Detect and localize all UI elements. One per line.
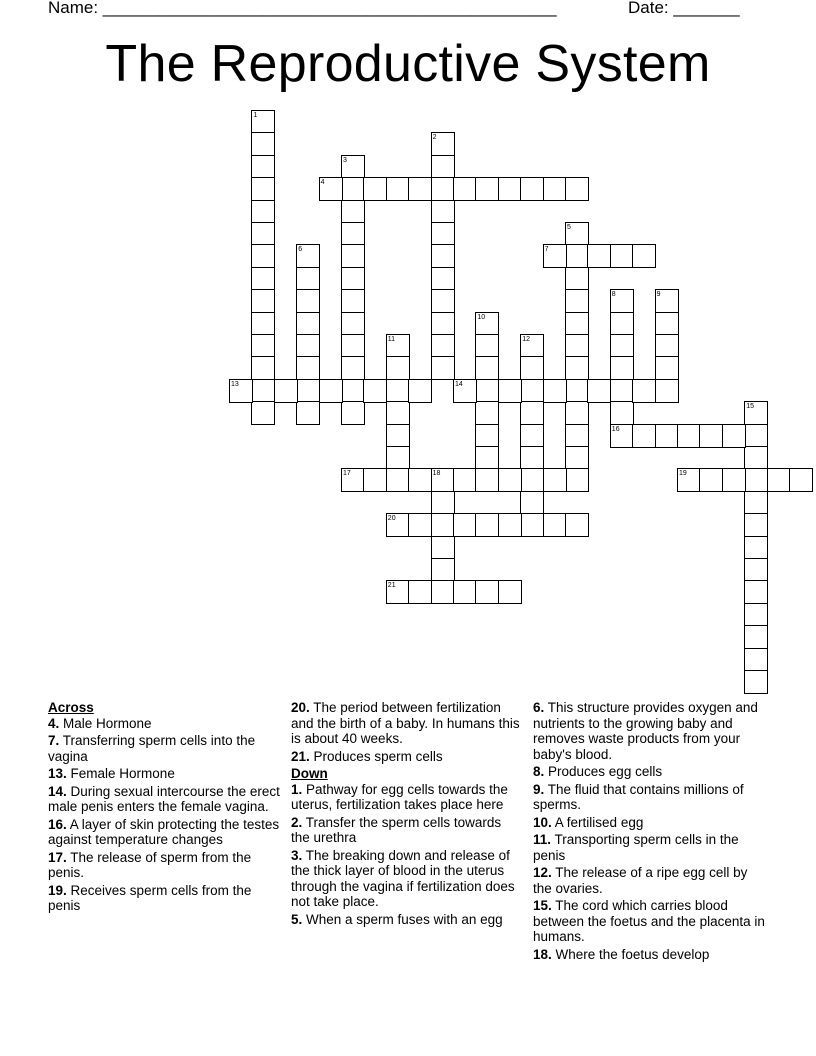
grid-cell[interactable]: [610, 334, 634, 358]
grid-cell[interactable]: [296, 267, 320, 291]
grid-cell[interactable]: [251, 267, 275, 291]
down-clue: [291, 848, 523, 910]
grid-cell[interactable]: [341, 334, 365, 358]
clue-number-label: 17: [343, 470, 351, 478]
grid-cell[interactable]: [453, 513, 477, 537]
grid-cell[interactable]: [251, 222, 275, 246]
clue-number: 12.: [533, 865, 552, 880]
grid-cell[interactable]: [296, 379, 320, 403]
across-clue: [48, 784, 280, 815]
grid-cell[interactable]: [744, 446, 768, 470]
clues-column-3: [533, 700, 765, 964]
clue-number-label: 21: [387, 582, 396, 590]
clue-text: Produces egg cells: [544, 764, 663, 779]
grid-cell[interactable]: [251, 132, 275, 156]
across-clue: [291, 749, 523, 765]
grid-cell[interactable]: [453, 177, 477, 201]
grid-cell[interactable]: [744, 513, 768, 537]
clue-text: Female Hormone: [66, 766, 175, 781]
grid-cell[interactable]: [431, 155, 455, 179]
page-title: The Reproductive System: [105, 35, 711, 93]
grid-cell[interactable]: [699, 424, 723, 448]
grid-cell[interactable]: [296, 312, 320, 336]
clue-text: A fertilised egg: [551, 814, 644, 830]
across-clue: [48, 850, 280, 881]
clue-text: The breaking down and release of the thick layer of blood in the uterus through the vagina if fertilization does not take place.: [291, 847, 515, 909]
grid-cell[interactable]: [475, 580, 499, 604]
clue-number-label: 9: [656, 291, 661, 299]
clue-text: Male Hormone: [59, 715, 152, 731]
grid-cell[interactable]: [341, 289, 365, 313]
grid-cell[interactable]: [655, 424, 679, 448]
grid-cell[interactable]: [744, 536, 768, 560]
grid-cell[interactable]: [431, 513, 455, 537]
grid-cell[interactable]: [744, 625, 768, 649]
grid-cell[interactable]: [543, 513, 567, 537]
clue-number: 19.: [48, 882, 67, 898]
down-clue: [533, 815, 765, 831]
clue-text: The fluid that contains millions of sperms.: [533, 781, 744, 812]
grid-cell[interactable]: [363, 468, 387, 492]
down-clue: [533, 700, 765, 762]
down-clue: [291, 815, 523, 846]
grid-cell[interactable]: [453, 468, 477, 492]
grid-cell[interactable]: [744, 603, 768, 627]
grid-cell[interactable]: [789, 468, 813, 492]
grid-cell[interactable]: [475, 401, 499, 425]
grid-cell[interactable]: [319, 379, 343, 403]
grid-cell[interactable]: [363, 177, 387, 201]
grid-cell[interactable]: [251, 244, 275, 268]
grid-cell[interactable]: [251, 289, 275, 313]
grid-cell[interactable]: [431, 558, 455, 582]
grid-cell[interactable]: [610, 312, 634, 336]
grid-cell[interactable]: [520, 513, 544, 537]
clue-text: Transfer the sperm cells towards the urethra: [291, 814, 502, 845]
grid-cell[interactable]: [296, 401, 320, 425]
grid-cell[interactable]: [475, 356, 499, 380]
grid-cell[interactable]: [520, 446, 544, 470]
grid-cell[interactable]: [408, 468, 432, 492]
clue-number-label: 6: [298, 246, 303, 254]
grid-cell[interactable]: [475, 424, 499, 448]
clue-number: 21.: [291, 748, 310, 764]
grid-cell[interactable]: [341, 244, 365, 268]
grid-cell[interactable]: [386, 424, 410, 448]
grid-cell[interactable]: [363, 379, 387, 403]
clue-number: 6.: [533, 700, 545, 715]
grid-cell[interactable]: [386, 177, 410, 201]
across-clue: [48, 766, 280, 782]
grid-cell[interactable]: [431, 267, 455, 291]
grid-cell[interactable]: [744, 580, 768, 604]
clue-text: The release of a ripe egg cell by the ovaries.: [533, 865, 748, 896]
grid-cell[interactable]: [408, 379, 432, 403]
grid-cell[interactable]: [587, 244, 611, 268]
grid-cell[interactable]: [251, 356, 275, 380]
clue-number: 8.: [533, 764, 545, 779]
grid-cell[interactable]: [565, 513, 589, 537]
grid-cell[interactable]: [655, 334, 679, 358]
grid-cell[interactable]: [655, 379, 679, 403]
grid-cell[interactable]: [408, 513, 432, 537]
grid-cell[interactable]: [699, 468, 723, 492]
grid-cell[interactable]: [431, 200, 455, 224]
grid-cell[interactable]: [520, 356, 544, 380]
grid-cell[interactable]: [431, 289, 455, 313]
grid-cell[interactable]: [655, 356, 679, 380]
clue-number: 14.: [48, 783, 67, 799]
grid-cell[interactable]: [565, 356, 589, 380]
across-heading: Across: [48, 700, 94, 715]
grid-cell[interactable]: [251, 200, 275, 224]
clue-text: Pathway for egg cells towards the uterus, fertilization takes place here: [291, 781, 508, 812]
clue-number-label: 15: [746, 403, 754, 411]
grid-cell[interactable]: [341, 379, 365, 403]
grid-cell[interactable]: [431, 312, 455, 336]
grid-cell[interactable]: [431, 356, 455, 380]
clue-number: 15.: [533, 898, 552, 913]
grid-cell[interactable]: [565, 177, 589, 201]
grid-cell[interactable]: [520, 491, 544, 515]
grid-cell[interactable]: [386, 468, 410, 492]
clue-number-label: 10: [477, 313, 486, 321]
grid-cell[interactable]: [722, 424, 746, 448]
across-clue: [48, 817, 280, 848]
down-clue: [533, 947, 765, 963]
grid-cell[interactable]: [543, 379, 567, 403]
grid-cell[interactable]: [565, 468, 589, 492]
grid-cell[interactable]: [341, 222, 365, 246]
clue-text: Where the foetus develop: [551, 946, 710, 962]
grid-cell[interactable]: [408, 580, 432, 604]
down-heading: Down: [291, 766, 328, 781]
grid-cell[interactable]: [475, 334, 499, 358]
down-clue: [533, 865, 765, 896]
clue-number-label: 19: [679, 470, 687, 478]
grid-cell[interactable]: [386, 356, 410, 380]
clue-number-label: 16: [611, 425, 620, 433]
clue-text: The cord which carries blood between the foetus and the placenta in humans.: [533, 898, 765, 944]
down-clue: [533, 832, 765, 863]
grid-cell[interactable]: [610, 401, 634, 425]
grid-cell[interactable]: [341, 312, 365, 336]
clue-number-label: 11: [387, 336, 396, 343]
grid-cell[interactable]: [677, 424, 701, 448]
clue-text: A layer of skin protecting the testes against temperature changes: [48, 816, 280, 847]
grid-cell[interactable]: [498, 580, 522, 604]
grid-cell[interactable]: [498, 468, 522, 492]
grid-cell[interactable]: [251, 334, 275, 358]
grid-cell[interactable]: [565, 289, 589, 313]
grid-cell[interactable]: [251, 312, 275, 336]
grid-cell[interactable]: [341, 177, 365, 201]
grid-cell[interactable]: [565, 267, 589, 291]
clue-number-label: 4: [320, 179, 325, 187]
clue-text: The release of sperm from the penis.: [48, 849, 252, 880]
grid-cell[interactable]: [565, 446, 589, 470]
down-clue: [533, 764, 765, 780]
grid-cell[interactable]: [565, 401, 589, 425]
grid-cell[interactable]: [722, 468, 746, 492]
grid-cell[interactable]: [744, 670, 768, 694]
grid-cell[interactable]: [431, 222, 455, 246]
grid-cell[interactable]: [744, 648, 768, 672]
grid-cell[interactable]: [431, 491, 455, 515]
grid-cell[interactable]: [341, 356, 365, 380]
clue-number-label: 3: [343, 156, 347, 164]
clue-number-label: 14: [455, 380, 463, 388]
clues-column-2: [291, 700, 523, 929]
across-clue: [48, 733, 280, 764]
grid-cell[interactable]: [296, 289, 320, 313]
grid-cell[interactable]: [475, 177, 499, 201]
grid-cell[interactable]: [610, 356, 634, 380]
clue-number-label: 1: [253, 112, 258, 119]
grid-cell[interactable]: [431, 580, 455, 604]
grid-cell[interactable]: [431, 244, 455, 268]
grid-cell[interactable]: [565, 334, 589, 358]
grid-cell[interactable]: [744, 491, 768, 515]
grid-cell[interactable]: [520, 379, 544, 403]
grid-cell[interactable]: [296, 356, 320, 380]
grid-cell[interactable]: [386, 401, 410, 425]
grid-cell[interactable]: [498, 379, 522, 403]
grid-cell[interactable]: [744, 468, 768, 492]
grid-cell[interactable]: [251, 177, 275, 201]
grid-cell[interactable]: [565, 312, 589, 336]
clue-number-label: 18: [432, 470, 441, 478]
name-field-label: Name: ________________________________________________: [48, 0, 557, 17]
clue-number: 11.: [533, 832, 552, 847]
grid-cell[interactable]: [565, 424, 589, 448]
across-clue: [48, 883, 280, 914]
grid-cell[interactable]: [296, 334, 320, 358]
clue-number-label: 12: [522, 336, 530, 343]
down-clue: [291, 912, 523, 928]
clue-number: 18.: [533, 946, 552, 962]
grid-cell[interactable]: [520, 424, 544, 448]
clue-number: 20.: [291, 700, 310, 715]
down-clue: [533, 782, 765, 813]
grid-cell[interactable]: [453, 580, 477, 604]
across-clue: [48, 716, 280, 732]
grid-cell[interactable]: [431, 177, 455, 201]
clue-number-label: 2: [432, 134, 437, 142]
grid-cell[interactable]: [744, 558, 768, 582]
down-clue: [533, 898, 765, 945]
grid-cell[interactable]: [543, 177, 567, 201]
clue-number-label: 8: [611, 291, 616, 299]
grid-cell[interactable]: [251, 401, 275, 425]
grid-cell[interactable]: [386, 446, 410, 470]
clue-number: 16.: [48, 816, 67, 832]
clue-text: The period between fertilization and the birth of a baby. In humans this is about 40 weeks.: [291, 700, 520, 746]
grid-cell[interactable]: [587, 379, 611, 403]
clue-number-label: 20: [387, 515, 396, 523]
clue-number: 3.: [291, 847, 303, 863]
clue-number-label: 13: [231, 380, 239, 388]
grid-cell[interactable]: [520, 401, 544, 425]
grid-cell[interactable]: [341, 401, 365, 425]
grid-cell[interactable]: [632, 379, 656, 403]
clue-text: Transporting sperm cells in the penis: [533, 832, 739, 863]
grid-cell[interactable]: [632, 244, 656, 268]
grid-cell[interactable]: [610, 379, 634, 403]
grid-cell[interactable]: [520, 177, 544, 201]
grid-cell[interactable]: [520, 468, 544, 492]
clue-number: 10.: [533, 814, 552, 830]
clue-number: 1.: [291, 781, 303, 797]
grid-cell[interactable]: [251, 155, 275, 179]
grid-cell[interactable]: [431, 334, 455, 358]
grid-cell[interactable]: [744, 424, 768, 448]
clue-text: Produces sperm cells: [309, 748, 443, 764]
grid-cell[interactable]: [274, 379, 298, 403]
clue-text: Receives sperm cells from the penis: [48, 882, 252, 913]
grid-cell[interactable]: [565, 244, 589, 268]
grid-cell[interactable]: [251, 379, 275, 403]
clue-number: 4.: [48, 715, 60, 731]
clue-text: Transferring sperm cells into the vagina: [48, 733, 256, 764]
grid-cell[interactable]: [475, 446, 499, 470]
grid-cell[interactable]: [610, 244, 634, 268]
clue-number: 13.: [48, 766, 67, 781]
clue-number: 7.: [48, 733, 60, 748]
grid-cell[interactable]: [767, 468, 791, 492]
grid-cell[interactable]: [341, 200, 365, 224]
grid-cell[interactable]: [565, 379, 589, 403]
grid-cell[interactable]: [386, 379, 410, 403]
clues-column-1: [48, 700, 280, 916]
grid-cell[interactable]: [475, 468, 499, 492]
clue-text: When a sperm fuses with an egg: [302, 911, 503, 927]
clue-number: 9.: [533, 781, 545, 797]
grid-cell[interactable]: [498, 177, 522, 201]
clue-number: 17.: [48, 849, 67, 865]
clue-number-label: 7: [544, 246, 549, 254]
grid-cell[interactable]: [431, 536, 455, 560]
date-field-label: Date: _______: [628, 0, 740, 17]
grid-cell[interactable]: [475, 513, 499, 537]
grid-cell[interactable]: [475, 379, 499, 403]
clue-number: 5.: [291, 911, 303, 927]
across-clue: [291, 700, 523, 747]
grid-cell[interactable]: [498, 513, 522, 537]
clue-number: 2.: [291, 814, 303, 830]
down-clue: [291, 782, 523, 813]
clue-text: This structure provides oxygen and nutrients to the growing baby and removes waste products from your baby's blood.: [533, 700, 758, 762]
grid-cell[interactable]: [632, 424, 656, 448]
grid-cell[interactable]: [341, 267, 365, 291]
grid-cell[interactable]: [408, 177, 432, 201]
grid-cell[interactable]: [543, 468, 567, 492]
clue-number-label: 5: [567, 224, 571, 231]
grid-cell[interactable]: [655, 312, 679, 336]
clue-text: During sexual intercourse the erect male penis enters the female vagina.: [48, 783, 280, 814]
